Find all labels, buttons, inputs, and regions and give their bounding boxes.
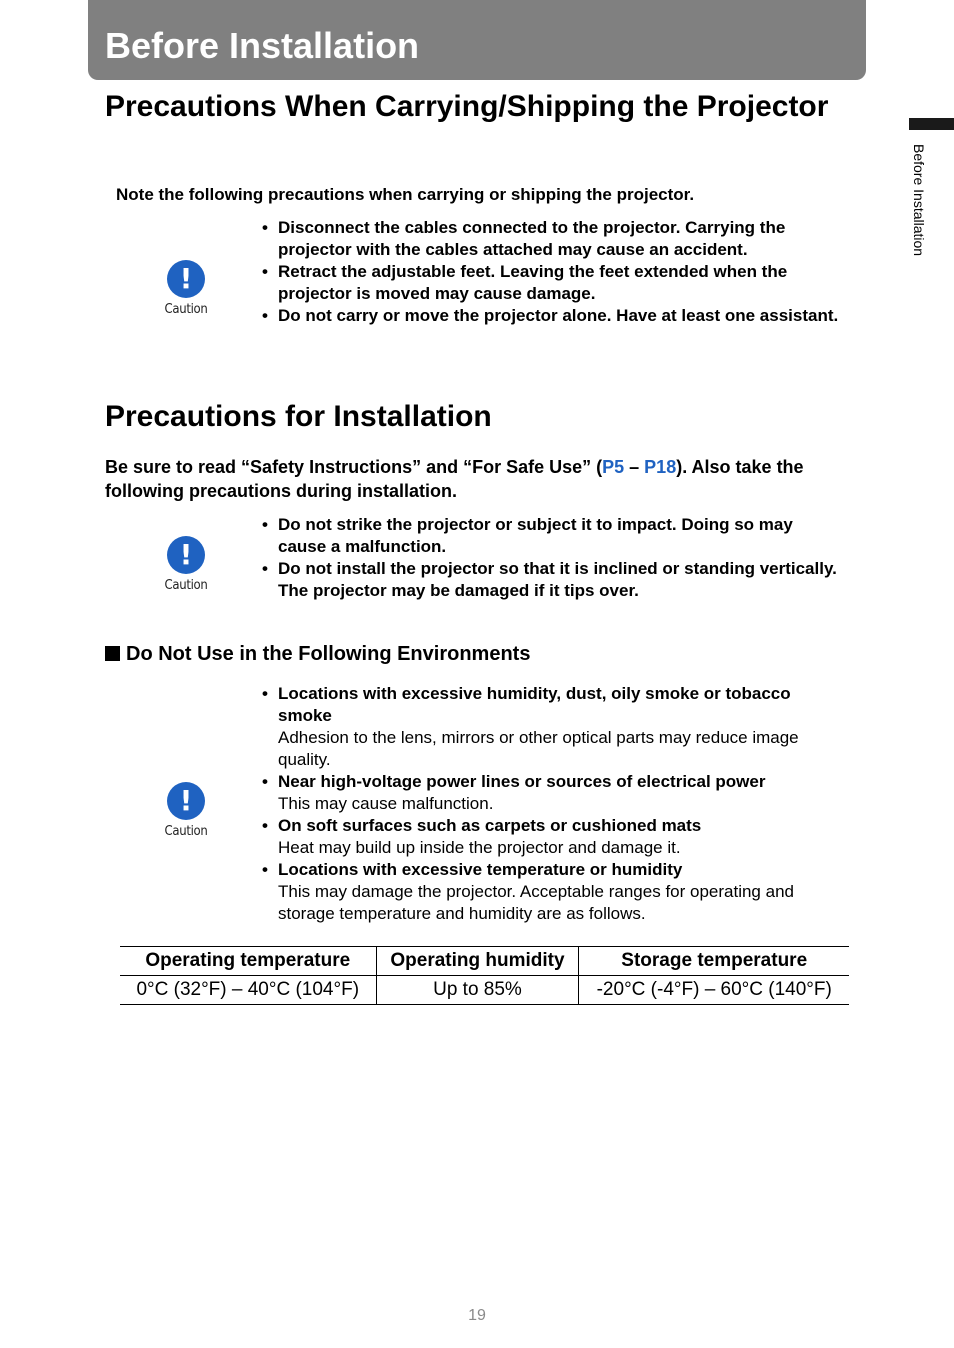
side-tab-marker	[909, 118, 954, 130]
list-item: • Do not carry or move the projector alone. Have at least one assistant.	[262, 305, 842, 327]
subheading-text: Do Not Use in the Following Environments	[126, 643, 531, 665]
table-cell: 0°C (32°F) – 40°C (104°F)	[120, 976, 376, 1005]
section-title-carrying: Precautions When Carrying/Shipping the Projector	[105, 90, 829, 123]
env-item-desc: This may damage the projector. Acceptable ranges for operating and storage temperature and humidity are as follows.	[278, 882, 794, 923]
caution-label: Caution	[164, 824, 208, 839]
list-item	[262, 771, 842, 815]
caution-label: Caution	[164, 578, 208, 593]
environment-spec-table	[120, 946, 849, 1005]
table-row	[120, 976, 849, 1005]
square-bullet-icon	[105, 646, 120, 661]
env-item-desc: Adhesion to the lens, mirrors or other optical parts may reduce image quality.	[278, 728, 799, 769]
table-header-cell: Operating humidity	[376, 947, 579, 976]
side-tab-label: Before Installation	[911, 144, 927, 257]
list-item: • Retract the adjustable feet. Leaving the feet extended when the projector is moved may cause damage.	[262, 261, 842, 305]
section-intro-installation	[105, 455, 825, 503]
list-item	[262, 815, 842, 859]
caution-list-environments	[262, 683, 842, 925]
caution-list-installation	[262, 514, 842, 602]
section-intro-carrying: Note the following precautions when carrying or shipping the projector.	[116, 185, 695, 204]
list-item	[262, 683, 842, 771]
env-item-desc: Heat may build up inside the projector and damage it.	[278, 838, 681, 857]
caution-exclamation-icon: !	[167, 260, 205, 298]
section-title-installation: Precautions for Installation	[105, 400, 492, 433]
list-item	[262, 859, 842, 925]
env-item-title: • Locations with excessive humidity, dust, oily smoke or tobacco smoke	[278, 684, 791, 725]
table-header-row	[120, 947, 849, 976]
env-item-title: • Locations with excessive temperature or humidity	[278, 860, 683, 879]
list-item: • Do not install the projector so that it is inclined or standing vertically. The projector may be damaged if it tips over.	[262, 558, 842, 602]
page-link-p18[interactable]: P18	[644, 457, 677, 477]
list-item: • Disconnect the cables connected to the projector. Carrying the projector with the cables attached may cause an accident.	[262, 217, 842, 261]
table-header-cell: Operating temperature	[120, 947, 376, 976]
table-header-cell: Storage temperature	[579, 947, 849, 976]
page-number: 19	[468, 1307, 486, 1324]
intro-text: –	[624, 457, 645, 477]
caution-list-carrying	[262, 217, 842, 327]
chapter-title: Before Installation	[105, 25, 420, 66]
intro-text: Be sure to read “Safety Instructions” and “For Safe Use” (	[105, 457, 603, 477]
subheading-environments	[105, 642, 530, 666]
env-item-title: • On soft surfaces such as carpets or cushioned mats	[278, 816, 702, 835]
table-cell: -20°C (-4°F) – 60°C (140°F)	[579, 976, 849, 1005]
page-link-p5[interactable]: P5	[602, 457, 625, 477]
caution-exclamation-icon: !	[167, 536, 205, 574]
env-item-title: • Near high-voltage power lines or sources of electrical power	[278, 772, 766, 791]
caution-label: Caution	[164, 302, 208, 317]
caution-exclamation-icon: !	[167, 782, 205, 820]
env-item-desc: This may cause malfunction.	[278, 794, 494, 813]
list-item: • Do not strike the projector or subject it to impact. Doing so may cause a malfunction.	[262, 514, 842, 558]
caution-block	[160, 782, 212, 839]
table-cell: Up to 85%	[376, 976, 579, 1005]
intro-text: ). Also take the following precautions during installation.	[105, 457, 804, 501]
caution-block	[160, 536, 212, 593]
caution-block	[160, 260, 212, 317]
